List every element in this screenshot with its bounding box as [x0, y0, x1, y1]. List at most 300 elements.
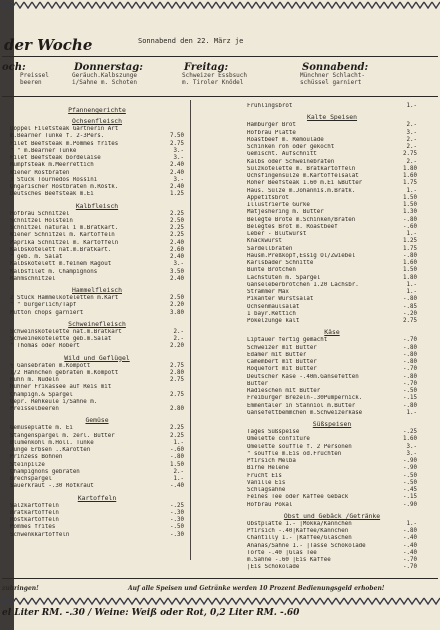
menu-item — [247, 238, 417, 245]
menu-item-name: m.Sahne -.60 │Eis Kaffee — [247, 557, 331, 563]
menu-item — [10, 510, 184, 517]
menu-item-name: Hamburger Brot — [247, 122, 296, 129]
menu-item-name: Pfirsich Melba — [247, 458, 296, 464]
menu-item-price: 3.80 — [170, 309, 184, 316]
menu-item-name: Camembert mit Butter — [247, 359, 317, 365]
menu-item-price: 1.30 — [403, 209, 417, 216]
menu-item-name: Haus. Sülze m.Johannis.m.Bratk. — [247, 187, 356, 194]
menu-item-price: 2.25 — [170, 432, 184, 439]
menu-item — [10, 247, 184, 254]
menu-item-name: │Eis Schokolade — [247, 564, 300, 571]
menu-item-price: 2.40 — [170, 254, 184, 260]
menu-item — [10, 384, 184, 391]
menu-item-name: Gemischt. Aufschnitt — [247, 151, 317, 158]
menu-item-price: -.40 — [403, 542, 417, 549]
menu-item — [247, 144, 417, 151]
menu-item-name: Gepr. Rehkeule i/Sahne m. — [10, 398, 98, 405]
menu-item-name: Bunte Brötchen — [247, 267, 296, 274]
section-heading: Süßspeisen — [312, 420, 352, 428]
menu-item-price: 1.- — [406, 281, 417, 288]
menu-item-name: ½ Gänsebraten m.Kompott — [10, 362, 91, 369]
menu-item-name: Lachstüten m. Spargel — [247, 274, 321, 281]
menu-item — [247, 458, 417, 465]
menu-item-name: Radieschen mit Butter — [247, 388, 321, 394]
menu-item-price: 1.- — [406, 231, 417, 237]
menu-item-name: Pökelzunge kalt — [247, 318, 300, 324]
menu-item — [247, 429, 417, 436]
menu-item — [10, 177, 184, 184]
menu-item-name: Pikanter Wurstsalat — [247, 296, 314, 303]
menu-item-name: Brechspargel — [10, 476, 52, 482]
menu-item — [247, 535, 417, 542]
menu-item — [247, 436, 417, 443]
menu-item-name: 1 bayr.Rettich — [247, 310, 296, 317]
menu-item-price: 2.- — [406, 122, 417, 129]
menu-item-name: Deutscher Käse -.40m.Gänsefetten — [247, 373, 359, 380]
menu-item-price: -.60 — [403, 223, 417, 230]
footer-left: zubringen! — [2, 585, 39, 592]
menu-item-name: Schnitzel Holstein — [10, 217, 73, 224]
menu-item — [247, 304, 417, 311]
section-heading: Schweinefleisch — [68, 319, 126, 328]
menu-item-name: Schweizer mit Butter — [247, 344, 317, 351]
menu-item-name: Blumenkohl m.Holl. Tunke — [10, 439, 94, 446]
menu-item-name: 2 Stück Hammelkoteletten m.Kart — [10, 295, 119, 301]
menu-item — [247, 296, 417, 303]
menu-item-price: -.80 — [403, 528, 417, 534]
menu-item-price: 2.- — [173, 468, 184, 475]
menu-item-price: -.80 — [403, 252, 417, 259]
menu-item-price: -.45 — [403, 487, 417, 493]
menu-item-price: -.70 — [403, 380, 417, 387]
menu-item — [247, 159, 417, 166]
menu-item-price: 2.25 — [170, 210, 184, 217]
menu-item — [247, 374, 417, 381]
menu-item-price: -.40 — [403, 549, 417, 556]
menu-item-price: -.70 — [403, 557, 417, 563]
menu-item — [247, 381, 417, 388]
menu-item-price: -.70 — [403, 564, 417, 571]
menu-item-price: 2.50 — [170, 217, 184, 224]
menu-item-price: 1.75 — [403, 245, 417, 252]
column-divider — [190, 100, 191, 560]
menu-item — [247, 410, 417, 417]
menu-item — [10, 155, 184, 162]
menu-item — [247, 359, 417, 366]
section-heading: Kartoffeln — [77, 493, 117, 502]
menu-item-name: Roher Beefsteak 1.60 m.Ei &Butter — [247, 180, 363, 187]
menu-item-name: Salzkartoffeln — [10, 502, 59, 509]
menu-item-name: Schweinskotelette nat.m.Bratkart — [10, 328, 122, 335]
menu-item-price: 1.50 — [403, 202, 417, 208]
menu-item — [247, 473, 417, 480]
menu-item-name: Schnitzel natural i m.Bratkart. — [10, 225, 119, 231]
menu-item-name: Omelette confiture — [247, 436, 310, 443]
menu-item-price: -.30 — [170, 531, 184, 538]
menu-item — [10, 370, 184, 377]
menu-item-name: Hofbräu Platte — [247, 129, 296, 136]
menu-item — [247, 502, 417, 509]
menu-item — [10, 310, 184, 317]
menu-item — [10, 363, 184, 370]
menu-item-price: 3.- — [406, 129, 417, 136]
menu-item — [10, 329, 184, 336]
day-heading-mittwoch: och: — [2, 62, 26, 73]
drinks-price-line: el Liter RM. -.30 / Weine: Weiß oder Rot, 0,2 Liter RM. -.60 — [2, 608, 300, 618]
menu-item-price: 2.75 — [170, 377, 184, 383]
menu-item-price: 1.- — [406, 289, 417, 295]
menu-item-name: Gemüseplatte m. Ei — [10, 425, 73, 432]
footer-divider — [2, 578, 438, 579]
section-heading: Obst und Gebäck /Getränke — [283, 511, 381, 520]
menu-item-name: Kalbskotelett m.feinem Ragout — [10, 261, 112, 268]
menu-item-name: Belegtes Brot m. Roastbeef — [247, 223, 338, 230]
menu-item-name: Edamer mit Butter — [247, 351, 307, 358]
menu-item-name: Strammer Max — [247, 289, 289, 295]
menu-item-name: 3 Stück Tournedos Rossini — [10, 176, 98, 183]
menu-item — [247, 137, 417, 144]
menu-item-price: -.60 — [170, 447, 184, 453]
menu-item-name: Matjeshering m. Butter — [247, 209, 324, 216]
menu-item — [10, 162, 184, 169]
menu-item-name: Kalbskotelett nat.m.Bratkart. — [10, 246, 112, 253]
menu-item — [247, 260, 417, 267]
menu-item-price: -.70 — [403, 366, 417, 373]
decorative-border — [0, 0, 440, 10]
menu-item — [247, 352, 417, 359]
menu-item — [10, 302, 184, 309]
menu-item — [10, 225, 184, 232]
menu-item-price: 3.- — [173, 261, 184, 268]
menu-item-price: 2.25 — [170, 225, 184, 231]
menu-item-price: -.30 — [170, 509, 184, 516]
menu-item-price: 1.25 — [170, 191, 184, 198]
menu-item — [10, 276, 184, 283]
menu-item — [10, 184, 184, 191]
menu-item-price: 2.- — [173, 328, 184, 335]
menu-item-name: Stangenspargel m. zerl. Butter — [10, 432, 115, 439]
right-menu-column — [247, 103, 417, 572]
menu-item-name: Knackwurst — [247, 238, 282, 245]
menu-item-name: Roquefort mit Butter — [247, 366, 317, 373]
menu-item — [10, 254, 184, 261]
menu-item — [247, 451, 417, 458]
menu-item — [247, 202, 417, 209]
menu-item-name: Champignons gebraten — [10, 468, 80, 475]
menu-item — [10, 433, 184, 440]
menu-item-price: 2.25 — [170, 232, 184, 239]
menu-item-price: -.40 — [403, 535, 417, 542]
menu-item — [10, 483, 184, 490]
section-heading: Wild und Geflügel — [64, 353, 130, 362]
day-heading-freitag: Freitag: — [184, 62, 229, 73]
menu-item-price: 2.75 — [170, 362, 184, 369]
menu-item — [10, 240, 184, 247]
menu-item-price: -.90 — [403, 458, 417, 464]
menu-item-name: " soufflé m.Eis od.Früchten — [247, 450, 342, 457]
menu-item — [247, 366, 417, 373]
menu-item-name: Obstplatte 1.- │Mokka/Kännchen — [247, 520, 352, 527]
menu-item — [247, 289, 417, 296]
menu-item-name: m.Bearner Tunke f. 2-3Pers. — [10, 133, 105, 140]
menu-item-price: -.80 — [403, 344, 417, 351]
menu-item-name: Hofbräu Schnitzel — [10, 210, 70, 217]
menu-item — [247, 217, 417, 224]
menu-item-price: 3.- — [406, 443, 417, 450]
menu-item — [10, 170, 184, 177]
menu-item — [247, 318, 417, 325]
menu-item-name: Deutsches Beefsteak m.Ei — [10, 191, 94, 198]
menu-item-name: Hausm.Preßkopf,Essig Öl/Zwiebel — [247, 252, 356, 259]
menu-item-price: 1.- — [406, 103, 417, 109]
menu-item-price: 3.- — [173, 155, 184, 161]
menu-item — [247, 345, 417, 352]
menu-item — [10, 517, 184, 524]
menu-item-price: 2.75 — [170, 140, 184, 147]
menu-item-price: 1.50 — [170, 461, 184, 468]
menu-item-price: -.80 — [403, 402, 417, 409]
section-heading: Kalbfleisch — [75, 201, 119, 210]
menu-item-name: Filet Beefsteak bordelaise — [10, 155, 101, 161]
menu-item-price: 2.60 — [170, 246, 184, 253]
menu-item-price: 1.- — [173, 476, 184, 482]
menu-item-price: 1.80 — [403, 165, 417, 172]
day-special-mittwoch: Preissel beeren — [20, 72, 49, 86]
menu-item — [10, 295, 184, 302]
menu-item — [10, 343, 184, 350]
menu-item — [10, 191, 184, 198]
menu-item — [10, 532, 184, 539]
menu-item-name: Leber - Blutwurst — [247, 231, 307, 237]
menu-item-name: Prinzess Bohnen — [10, 454, 63, 461]
menu-item-name: Ochsfingensülze m.Kartoffelsalat — [247, 173, 359, 179]
menu-item — [247, 246, 417, 253]
section-heading: Hammelfleisch — [71, 286, 123, 294]
header-divider — [2, 56, 438, 57]
menu-item-price: 2.20 — [170, 302, 184, 309]
menu-item-price: -.80 — [403, 373, 417, 380]
menu-item — [10, 211, 184, 218]
menu-item-name: Ungarischer Rostbraten m.Röstk. — [10, 184, 119, 190]
menu-item — [10, 406, 184, 413]
day-heading-sonnabend: Sonnabend: — [302, 62, 369, 73]
menu-item-price: 1.50 — [403, 267, 417, 274]
menu-item-name: Roastbeef m. Remoulade — [247, 136, 324, 143]
page-title: der Woche — [4, 36, 93, 54]
menu-item-price: -.30 — [170, 517, 184, 523]
menu-item-price: -.40 — [170, 483, 184, 490]
menu-item — [10, 261, 184, 268]
menu-item — [247, 173, 417, 180]
menu-item-price: 7.50 — [170, 133, 184, 140]
menu-item — [247, 543, 417, 550]
menu-item-price: -.50 — [170, 524, 184, 531]
menu-item — [247, 465, 417, 472]
menu-item — [247, 209, 417, 216]
menu-item-price: 2.- — [406, 136, 417, 143]
menu-item — [247, 487, 417, 494]
menu-item-name: Rahmschnitzel — [10, 275, 56, 282]
menu-item-name: Paprika Schnitzel m. Kartoffeln — [10, 239, 119, 246]
menu-item — [247, 103, 417, 110]
menu-item-name: " geb. m. Salat — [10, 254, 63, 260]
menu-item-name: " " m.Bearner Tunke — [10, 147, 77, 154]
menu-item — [10, 503, 184, 510]
menu-item-name: Freiburger Brezeln-.30Pumpernick. — [247, 395, 363, 402]
menu-item-name: Hühner Frikassee auf Reis mit — [10, 384, 112, 391]
menu-item-name: Ananas/Sahne 1.- │Tasse Schokolade — [247, 542, 366, 549]
menu-item — [10, 148, 184, 155]
menu-item-name: Mutton chops garniert — [10, 309, 84, 316]
menu-item — [247, 224, 417, 231]
menu-item-name: " Thomas oder Robert — [10, 343, 80, 350]
menu-item-price: -.15 — [403, 494, 417, 501]
menu-item-price: -.90 — [403, 465, 417, 472]
menu-item-price: 2.75 — [403, 151, 417, 158]
menu-item — [247, 188, 417, 195]
menu-item-price: -.25 — [170, 502, 184, 509]
menu-item-name: Schweinekotelette geb.m.Salat — [10, 336, 112, 342]
menu-item-name: Birne Helene — [247, 465, 289, 472]
menu-item-price: -.50 — [403, 472, 417, 479]
menu-item — [10, 218, 184, 225]
menu-item-price: 1.25 — [403, 238, 417, 245]
menu-item — [247, 403, 417, 410]
menu-item — [10, 232, 184, 239]
menu-item — [247, 267, 417, 274]
menu-item-price: -.80 — [403, 351, 417, 358]
menu-item-name: Rumpfsteak m.Meerrettich — [10, 162, 94, 169]
menu-item-price: -.70 — [403, 337, 417, 344]
menu-item-price: 2.- — [173, 336, 184, 342]
menu-item-name: Sülzkotelette m. Bratkartoffeln — [247, 165, 356, 172]
day-special-donnerstag: Geräuch.Kalbszunge i/Sahne m. Schoten — [72, 72, 138, 86]
menu-item-name: Filet Beefsteak m.Pommes frites — [10, 140, 119, 147]
menu-item — [247, 557, 417, 564]
menu-item-name: Gänseleberbrötchen 1.20 Lachsbr. — [247, 281, 359, 288]
menu-item-price: 1.80 — [403, 274, 417, 281]
service-charge-note: Auf alle Speisen und Getränke werden 10 Prozent Bedienungsgeld erhoben! — [128, 585, 385, 592]
menu-item-name: Schinken roh oder gekocht — [247, 144, 335, 150]
menu-item-name: Preisselbeeren — [10, 406, 59, 412]
menu-item — [247, 130, 417, 137]
menu-item-name: Pfirsich -.40│Kaffee/Kännchen — [247, 528, 349, 534]
menu-item — [247, 494, 417, 501]
menu-item — [10, 133, 184, 140]
day-special-sonnabend: Münchner Schlacht- schüssel garniert — [300, 72, 366, 86]
menu-item — [10, 399, 184, 406]
menu-item-price: 3.- — [406, 450, 417, 457]
menu-item-name: Kalbsfilet m. Champignons — [10, 268, 98, 275]
section-heading: Käse — [324, 328, 340, 337]
section-heading: Ochsenfleisch — [71, 117, 123, 125]
menu-item-price: 2.40 — [170, 162, 184, 169]
menu-item-price: 2.- — [406, 158, 417, 165]
menu-item-price: -.50 — [403, 479, 417, 486]
menu-item-name: Wiener Schnitzel m. Kartoffeln — [10, 232, 115, 239]
menu-item — [10, 440, 184, 447]
menu-item — [247, 253, 417, 260]
section-heading: Pfannengerichte — [68, 106, 126, 114]
menu-item-name: " " bürgerlich/Tapf — [10, 302, 77, 309]
menu-item-name: Frühlingsbrot — [247, 103, 293, 109]
menu-item-name: Illustrierte Gurke — [247, 202, 310, 208]
menu-item-name: Omelette soufflé f. 2 Personen — [247, 443, 352, 450]
menu-item-name: Gänsefettbemmchen m.Schweizerkäse — [247, 409, 363, 416]
menu-item-price: 2.40 — [170, 169, 184, 176]
menu-item-name: Schlagsahne — [247, 487, 286, 493]
menu-item-name: 1/2 Hähnchen gebraten m.Kompott — [10, 369, 119, 376]
menu-item — [247, 337, 417, 344]
menu-item-name: Belegte Brote m.Schinken/Braten — [247, 216, 356, 223]
menu-item — [247, 480, 417, 487]
menu-item-name: Kalbs oder Schweinebraten — [247, 158, 335, 165]
menu-item — [10, 469, 184, 476]
menu-item — [247, 564, 417, 571]
menu-item — [10, 462, 184, 469]
menu-item-price: -.15 — [403, 395, 417, 402]
menu-item-price: -.85 — [403, 303, 417, 310]
menu-item-price: 1.- — [173, 439, 184, 446]
menu-item — [247, 282, 417, 289]
menu-item-price: 1.60 — [403, 173, 417, 179]
menu-item-price: -.80 — [403, 216, 417, 223]
menu-item-name: Sauerkraut -.30 Rotkraut — [10, 483, 94, 490]
menu-item — [10, 447, 184, 454]
menu-item — [10, 141, 184, 148]
menu-item-name: Appetitsbrot — [247, 194, 289, 201]
menu-item-price: 1.60 — [403, 260, 417, 266]
menu-item-name: Wiener Rostbraten — [10, 169, 70, 176]
menu-item — [10, 269, 184, 276]
menu-item-price: 2.50 — [170, 295, 184, 301]
menu-item-price: 3.- — [173, 176, 184, 183]
day-special-freitag: Schweizer Essbsuch m. Tiroler Knödel — [182, 72, 248, 86]
specials-divider — [2, 96, 438, 97]
menu-item-price: 2.80 — [170, 406, 184, 412]
menu-item-price: 3.50 — [170, 268, 184, 275]
menu-item-name: Frucht Eis — [247, 472, 282, 479]
menu-item-name: Karlsbader Schnitte — [247, 260, 314, 266]
left-menu-column — [10, 103, 184, 539]
dateline: Sonnabend den 22. März je — [138, 37, 244, 45]
menu-item — [10, 377, 184, 384]
menu-item-name: Bratkartoffeln — [10, 509, 59, 516]
menu-item-name: Emmentaler in Stanniol m.Butter — [247, 402, 356, 409]
menu-item-name: Röstkartoffeln — [10, 517, 59, 523]
menu-item-name: Huhn m. Nudeln — [10, 377, 59, 383]
menu-item — [247, 444, 417, 451]
menu-item — [247, 122, 417, 129]
decorative-border-bottom — [0, 596, 440, 606]
menu-item-name: Vanille Eis — [247, 479, 286, 486]
menu-item-name: Liptauer fertig gemacht — [247, 337, 328, 344]
menu-item — [247, 180, 417, 187]
menu-item-price: -.25 — [403, 429, 417, 435]
menu-item — [247, 550, 417, 557]
menu-item — [247, 166, 417, 173]
menu-item-price: 2.80 — [170, 369, 184, 376]
menu-item-price: 1.75 — [403, 180, 417, 187]
menu-item-price: 1.50 — [403, 194, 417, 201]
menu-item — [247, 231, 417, 238]
menu-item-price: 2.- — [406, 144, 417, 150]
menu-item — [247, 151, 417, 158]
menu-item-name: Ochsenmaulsalat — [247, 303, 300, 310]
menu-item-price: 2.75 — [170, 391, 184, 398]
menu-item — [247, 521, 417, 528]
menu-item-name: Junge Erbsen ..Karotten — [10, 447, 91, 453]
